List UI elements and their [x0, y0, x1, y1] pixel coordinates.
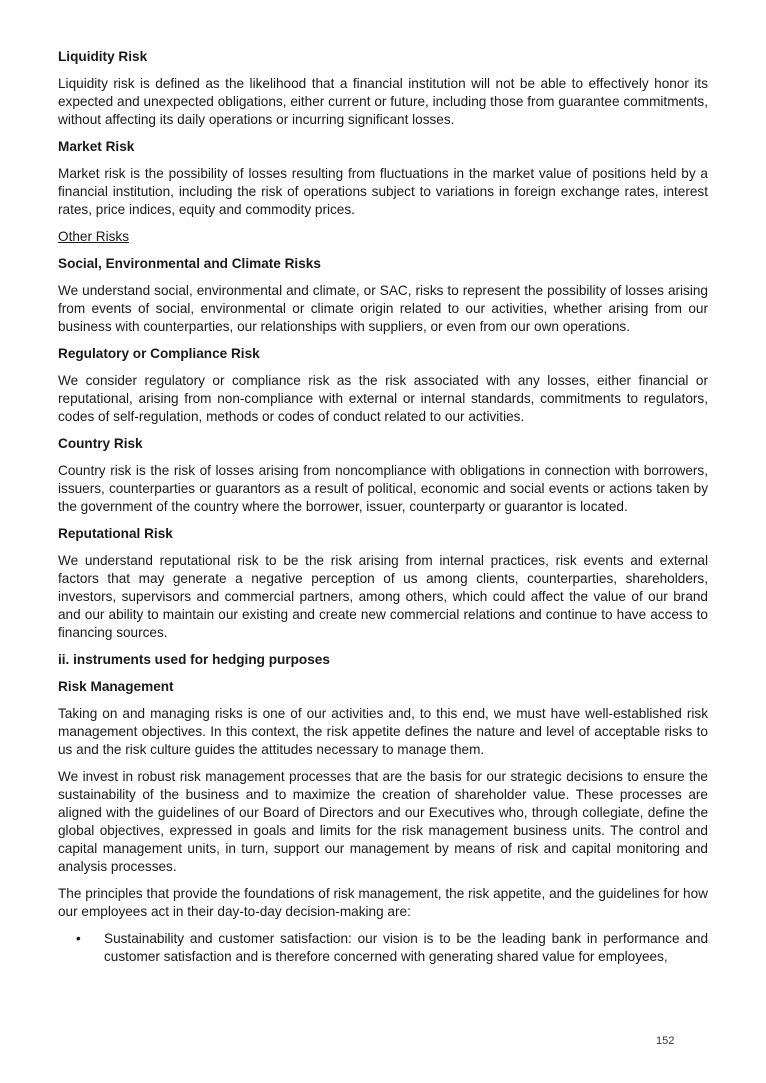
instruments-heading: ii. instruments used for hedging purposes	[58, 652, 330, 667]
regulatory-risk-paragraph: We consider regulatory or compliance risk as the risk associated with any losses, either financial or reputational, arising from non-compliance with external or internal standards, commitments to regulators, codes of self-regulation, methods or codes of conduct related to our activities.	[58, 373, 708, 424]
bullet-icon: •	[76, 931, 81, 946]
sac-risks-heading: Social, Environmental and Climate Risks	[58, 256, 321, 271]
risk-management-heading: Risk Management	[58, 679, 174, 694]
page-number: 152	[656, 1035, 675, 1047]
principles-paragraph: The principles that provide the foundations of risk management, the risk appetite, and the guidelines for how our employees act in their day-to-day decision-making are:	[58, 886, 708, 919]
other-risks-subheading: Other Risks	[58, 229, 130, 244]
liquidity-risk-paragraph: Liquidity risk is defined as the likelihood that a financial institution will not be able to effectively honor its expected and unexpected obligations, either current or future, including those from guarantee commitments, without affecting its daily operations or incurring significant losses.	[58, 76, 708, 127]
document-page	[58, 48, 708, 966]
market-risk-paragraph: Market risk is the possibility of losses resulting from fluctuations in the market value of positions held by a financial institution, including the risk of operations subject to variations in foreign exchange rates, interest rates, price indices, equity and commodity prices.	[58, 166, 708, 217]
sac-risks-paragraph: We understand social, environmental and climate, or SAC, risks to represent the possibility of losses arising from events of social, environmental or climate origin related to our activities, whether arising from our business with counterparties, our relationships with suppliers, or even from our own operations.	[58, 283, 708, 334]
list-item	[58, 930, 708, 966]
market-risk-heading: Market Risk	[58, 139, 135, 154]
reputational-risk-paragraph: We understand reputational risk to be the risk arising from internal practices, risk events and external factors that may generate a negative perception of us among clients, counterparties, shareholders, investors, supervisors and commercial partners, among others, which could affect the value of our brand and our ability to maintain our existing and create new commercial relations and continue to have access to financing sources.	[58, 553, 708, 640]
bullet-text: Sustainability and customer satisfaction: our vision is to be the leading bank in performance and customer satisfaction and is therefore concerned with generating shared value for employees,	[104, 931, 708, 964]
country-risk-paragraph: Country risk is the risk of losses arising from noncompliance with obligations in connection with borrowers, issuers, counterparties or guarantors as a result of political, economic and social events or actions taken by the government of the country where the borrower, issuer, counterparty or guarantor is located.	[58, 463, 708, 514]
country-risk-heading: Country Risk	[58, 436, 143, 451]
risk-management-paragraph-1: Taking on and managing risks is one of our activities and, to this end, we must have well-established risk management objectives. In this context, the risk appetite defines the nature and level of acceptable risks to us and the risk culture guides the attitudes necessary to manage them.	[58, 706, 708, 757]
risk-management-paragraph-2: We invest in robust risk management processes that are the basis for our strategic decisions to ensure the sustainability of the business and to maximize the creation of shareholder value. These processes are aligned with the guidelines of our Board of Directors and our Executives who, through collegiate, define the global objectives, expressed in goals and limits for the risk management business units. The control and capital management units, in turn, support our management by means of risk and capital monitoring and analysis processes.	[58, 769, 708, 874]
reputational-risk-heading: Reputational Risk	[58, 526, 173, 541]
liquidity-risk-heading: Liquidity Risk	[58, 49, 148, 64]
regulatory-risk-heading: Regulatory or Compliance Risk	[58, 346, 260, 361]
